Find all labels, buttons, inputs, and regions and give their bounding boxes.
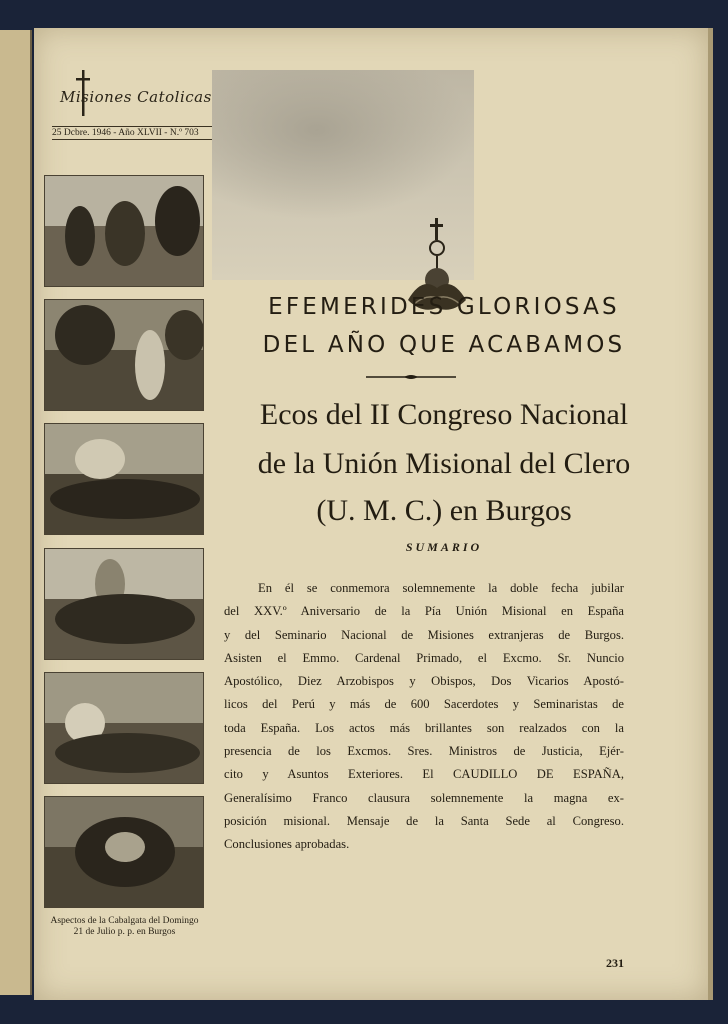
ornament-divider	[366, 373, 456, 381]
photo-cavalcade-6	[44, 796, 204, 908]
summary-line: En él se conmemora solemnemente la doble fecha jubilar	[258, 581, 624, 595]
summary-line: Apostólico, Diez Arzobispos y Obispos, Dos Vicarios Apostó-	[224, 674, 624, 689]
section-heading-line1: EFEMERIDES GLORIOSAS	[268, 294, 620, 320]
summary-line: Generalísimo Franco clausura solemnemente la magna ex-	[224, 790, 624, 805]
photo-caption: Aspectos de la Cabalgata del Domingo 21 de Julio p. p. en Burgos	[50, 916, 199, 937]
masthead-title: Misiones Catolicas	[60, 88, 212, 106]
photo-cavalcade-5	[44, 672, 204, 784]
summary-line: y del Seminario Nacional de Misiones extranjeras de Burgos.	[224, 627, 624, 642]
page-number: 231	[606, 956, 624, 970]
article-title-line1: Ecos del II Congreso Nacional	[259, 398, 629, 431]
article-title-line3: (U. M. C.) en Burgos	[316, 494, 572, 527]
masthead	[48, 70, 212, 120]
summary-text	[224, 577, 624, 857]
photo-cavalcade-4	[44, 548, 204, 660]
article-title-line2: de la Unión Misional del Clero	[257, 447, 631, 480]
summary-label: SUMARIO	[405, 540, 483, 554]
summary-line: Conclusiones aprobadas.	[224, 837, 350, 852]
photo-cavalcade-3	[44, 423, 204, 535]
photo-cavalcade-2	[44, 299, 204, 411]
summary-line: toda España. Los actos más brillantes son realzados con la	[224, 720, 624, 735]
summary-line: cito y Asuntos Exteriores. El CAUDILLO DE ESPAÑA,	[224, 767, 624, 782]
header-photo	[212, 70, 474, 280]
summary-line: Asisten el Emmo. Cardenal Primado, el Excmo. Sr. Nuncio	[224, 650, 624, 665]
summary-line: posición misional. Mensaje de la Santa Sede al Congreso.	[224, 813, 624, 828]
photo-cavalcade-1	[44, 175, 204, 287]
page-edge	[708, 28, 713, 1000]
section-heading-line2: DEL AÑO QUE ACABAMOS	[262, 332, 626, 358]
summary-line: licos del Perú y más de 600 Sacerdotes y Seminaristas de	[224, 697, 624, 712]
summary-line: presencia de los Excmos. Sres. Ministros de Justicia, Ejér-	[224, 744, 624, 759]
facing-page-edge	[0, 30, 32, 995]
magazine-page	[34, 28, 708, 1000]
summary-line: del XXV.º Aniversario de la Pía Unión Misional en España	[224, 604, 624, 619]
issue-line: 25 Dcbre. 1946 - Año XLVII - N.º 703	[52, 126, 214, 140]
